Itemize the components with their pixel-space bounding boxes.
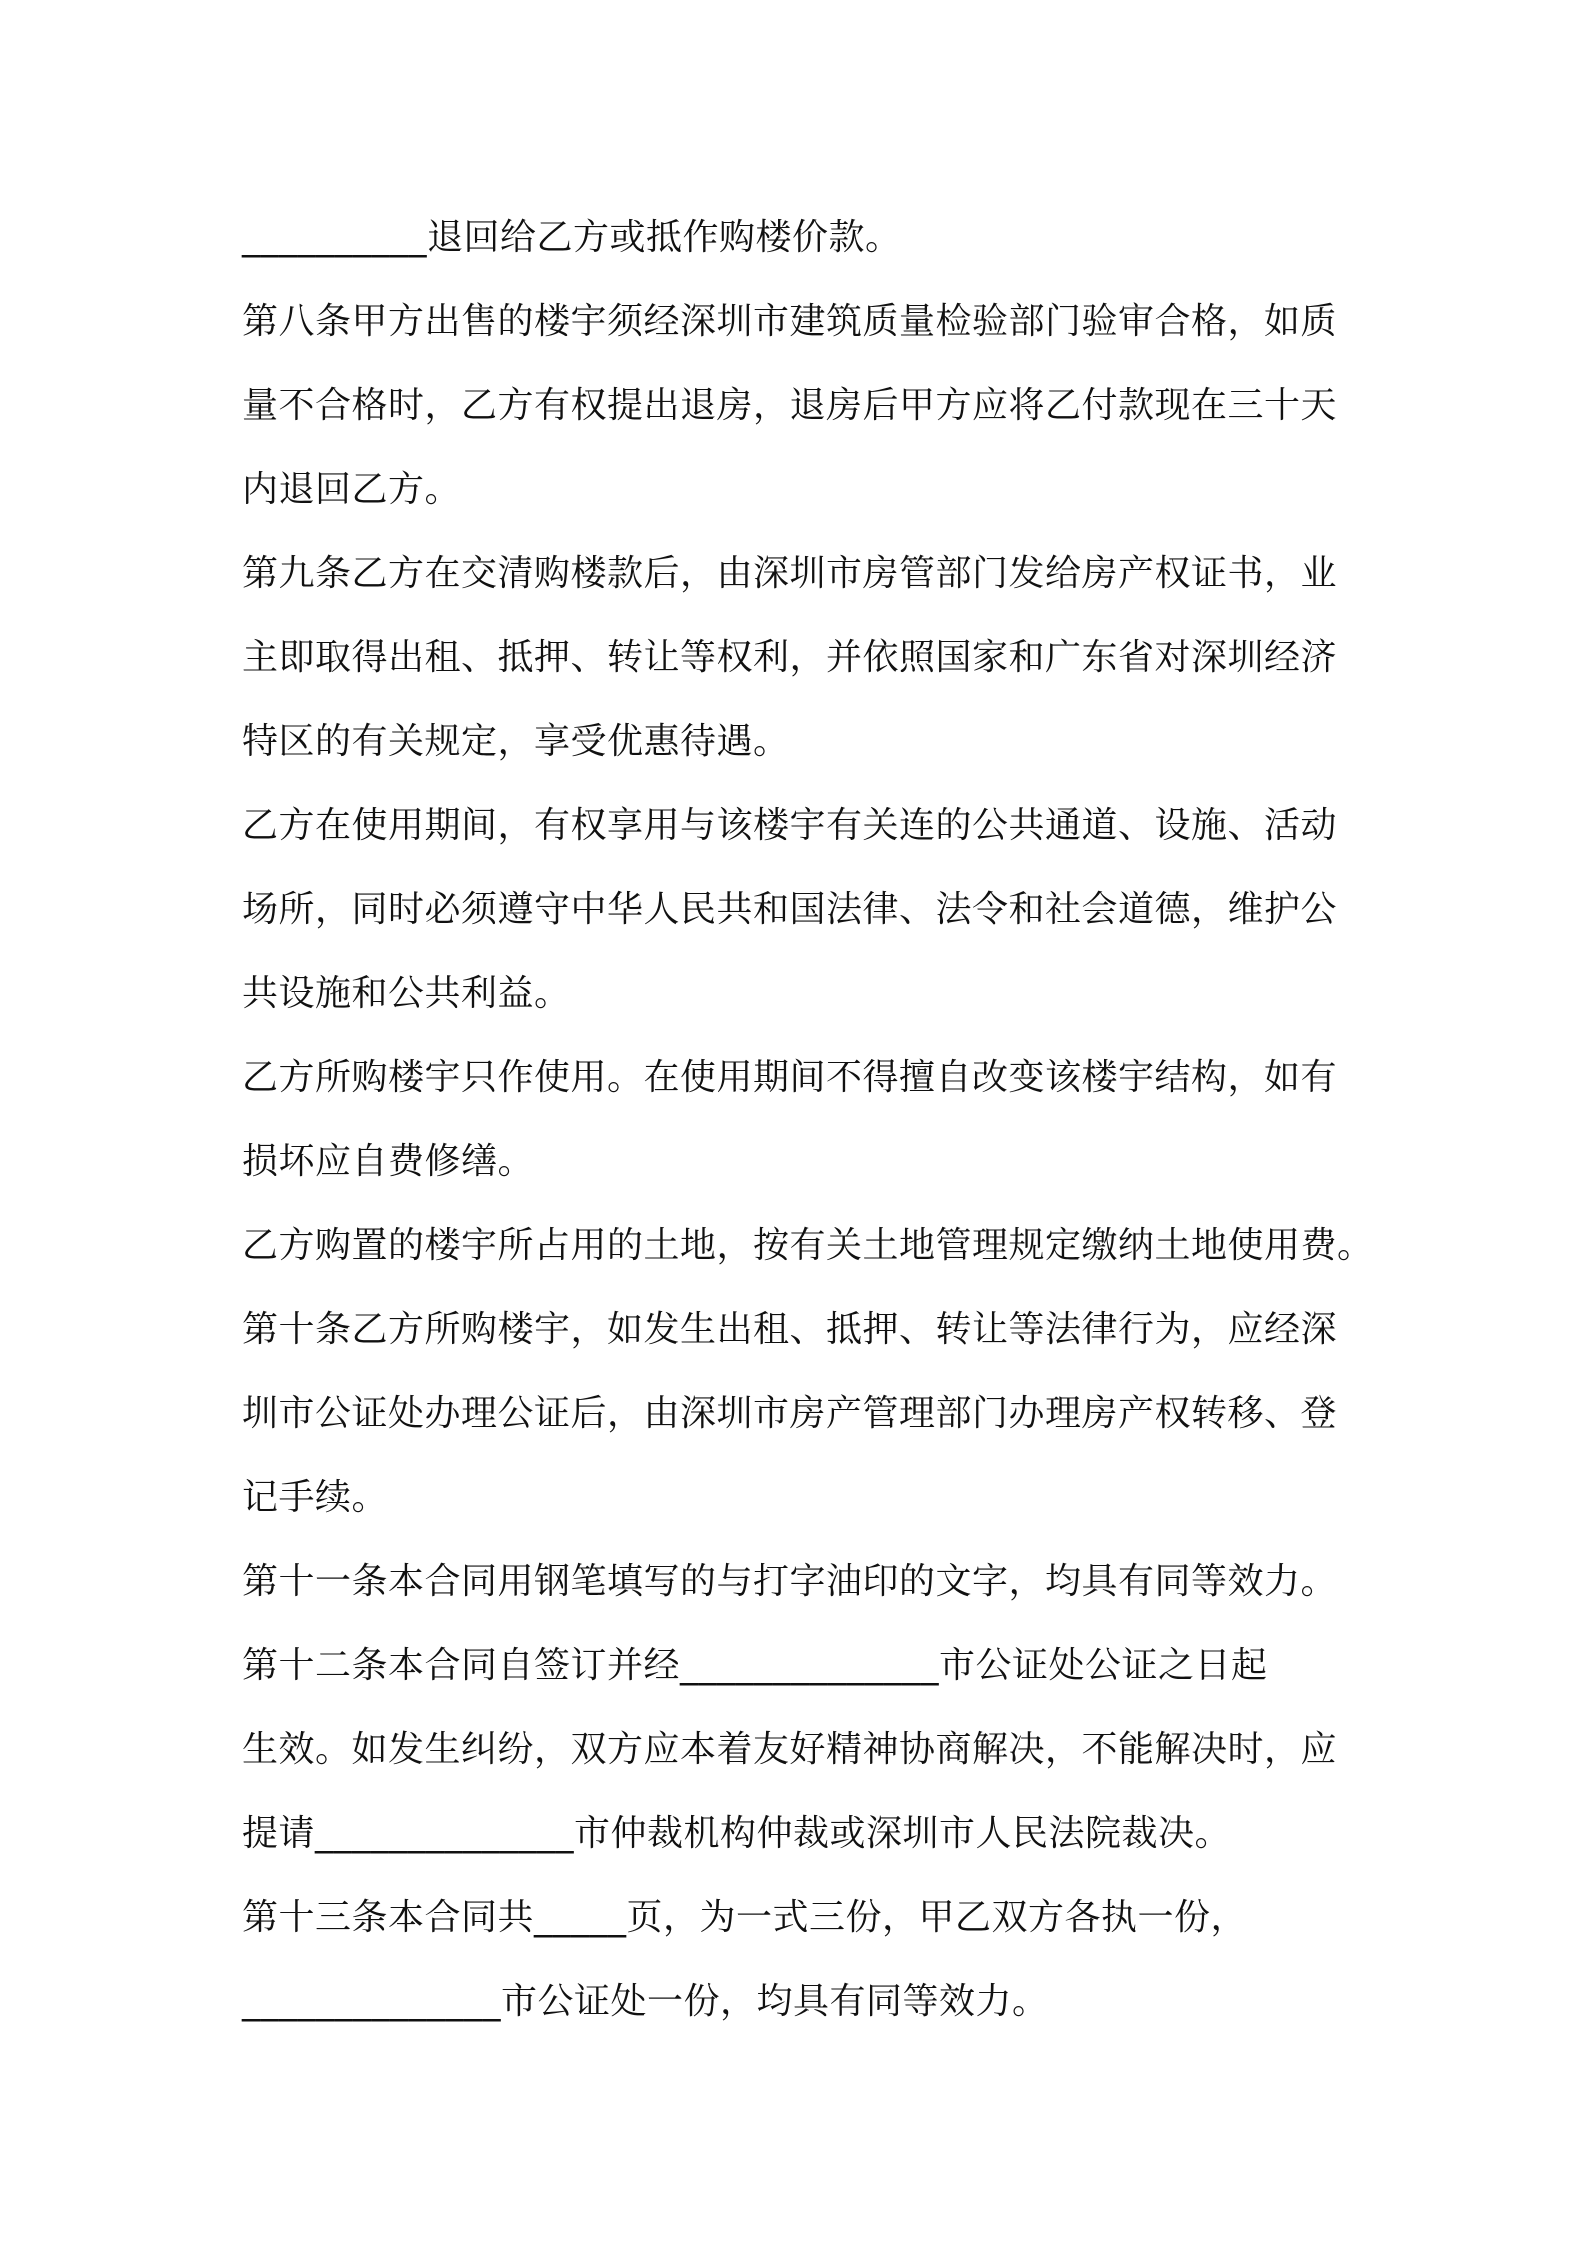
text-line-20: 提请______________市仲裁机构仲裁或深圳市人民法院裁决。 [242, 1813, 1232, 1854]
text-line-5: 第九条乙方在交清购楼款后，由深圳市房管部门发给房产权证书，业 [242, 553, 1338, 594]
text-line-10: 共设施和公共利益。 [242, 973, 571, 1014]
text-line-22: ______________市公证处一份，均具有同等效力。 [242, 1981, 1049, 2022]
text-line-4: 内退回乙方。 [242, 469, 462, 510]
text-line-17: 第十一条本合同用钢笔填写的与打字油印的文字，均具有同等效力。 [242, 1561, 1338, 1602]
text-line-8: 乙方在使用期间，有权享用与该楼宇有关连的公共通道、设施、活动 [242, 805, 1338, 846]
text-line-6: 主即取得出租、抵押、转让等权利，并依照国家和广东省对深圳经济 [242, 637, 1338, 678]
document-body [242, 196, 1382, 2044]
text-line-13: 乙方购置的楼宇所占用的土地，按有关土地管理规定缴纳土地使用费。 [242, 1225, 1374, 1266]
text-line-14: 第十条乙方所购楼宇，如发生出租、抵押、转让等法律行为，应经深 [242, 1309, 1338, 1350]
text-line-12: 损坏应自费修缮。 [242, 1141, 535, 1182]
text-line-3: 量不合格时，乙方有权提出退房，退房后甲方应将乙付款现在三十天 [242, 385, 1338, 426]
text-line-9: 场所，同时必须遵守中华人民共和国法律、法令和社会道德，维护公 [242, 889, 1338, 930]
text-line-2: 第八条甲方出售的楼宇须经深圳市建筑质量检验部门验审合格，如质 [242, 301, 1338, 342]
text-line-7: 特区的有关规定，享受优惠待遇。 [242, 721, 790, 762]
text-line-18: 第十二条本合同自签订并经______________市公证处公证之日起 [242, 1645, 1268, 1686]
text-line-1: __________退回给乙方或抵作购楼价款。 [242, 217, 902, 258]
text-line-19: 生效。如发生纠纷，双方应本着友好精神协商解决，不能解决时，应 [242, 1729, 1338, 1770]
text-line-11: 乙方所购楼宇只作使用。在使用期间不得擅自改变该楼宇结构，如有 [242, 1057, 1338, 1098]
text-line-15: 圳市公证处办理公证后，由深圳市房产管理部门办理房产权转移、登 [242, 1393, 1338, 1434]
text-line-16: 记手续。 [242, 1477, 389, 1518]
text-line-21: 第十三条本合同共_____页，为一式三份，甲乙双方各执一份， [242, 1897, 1248, 1938]
